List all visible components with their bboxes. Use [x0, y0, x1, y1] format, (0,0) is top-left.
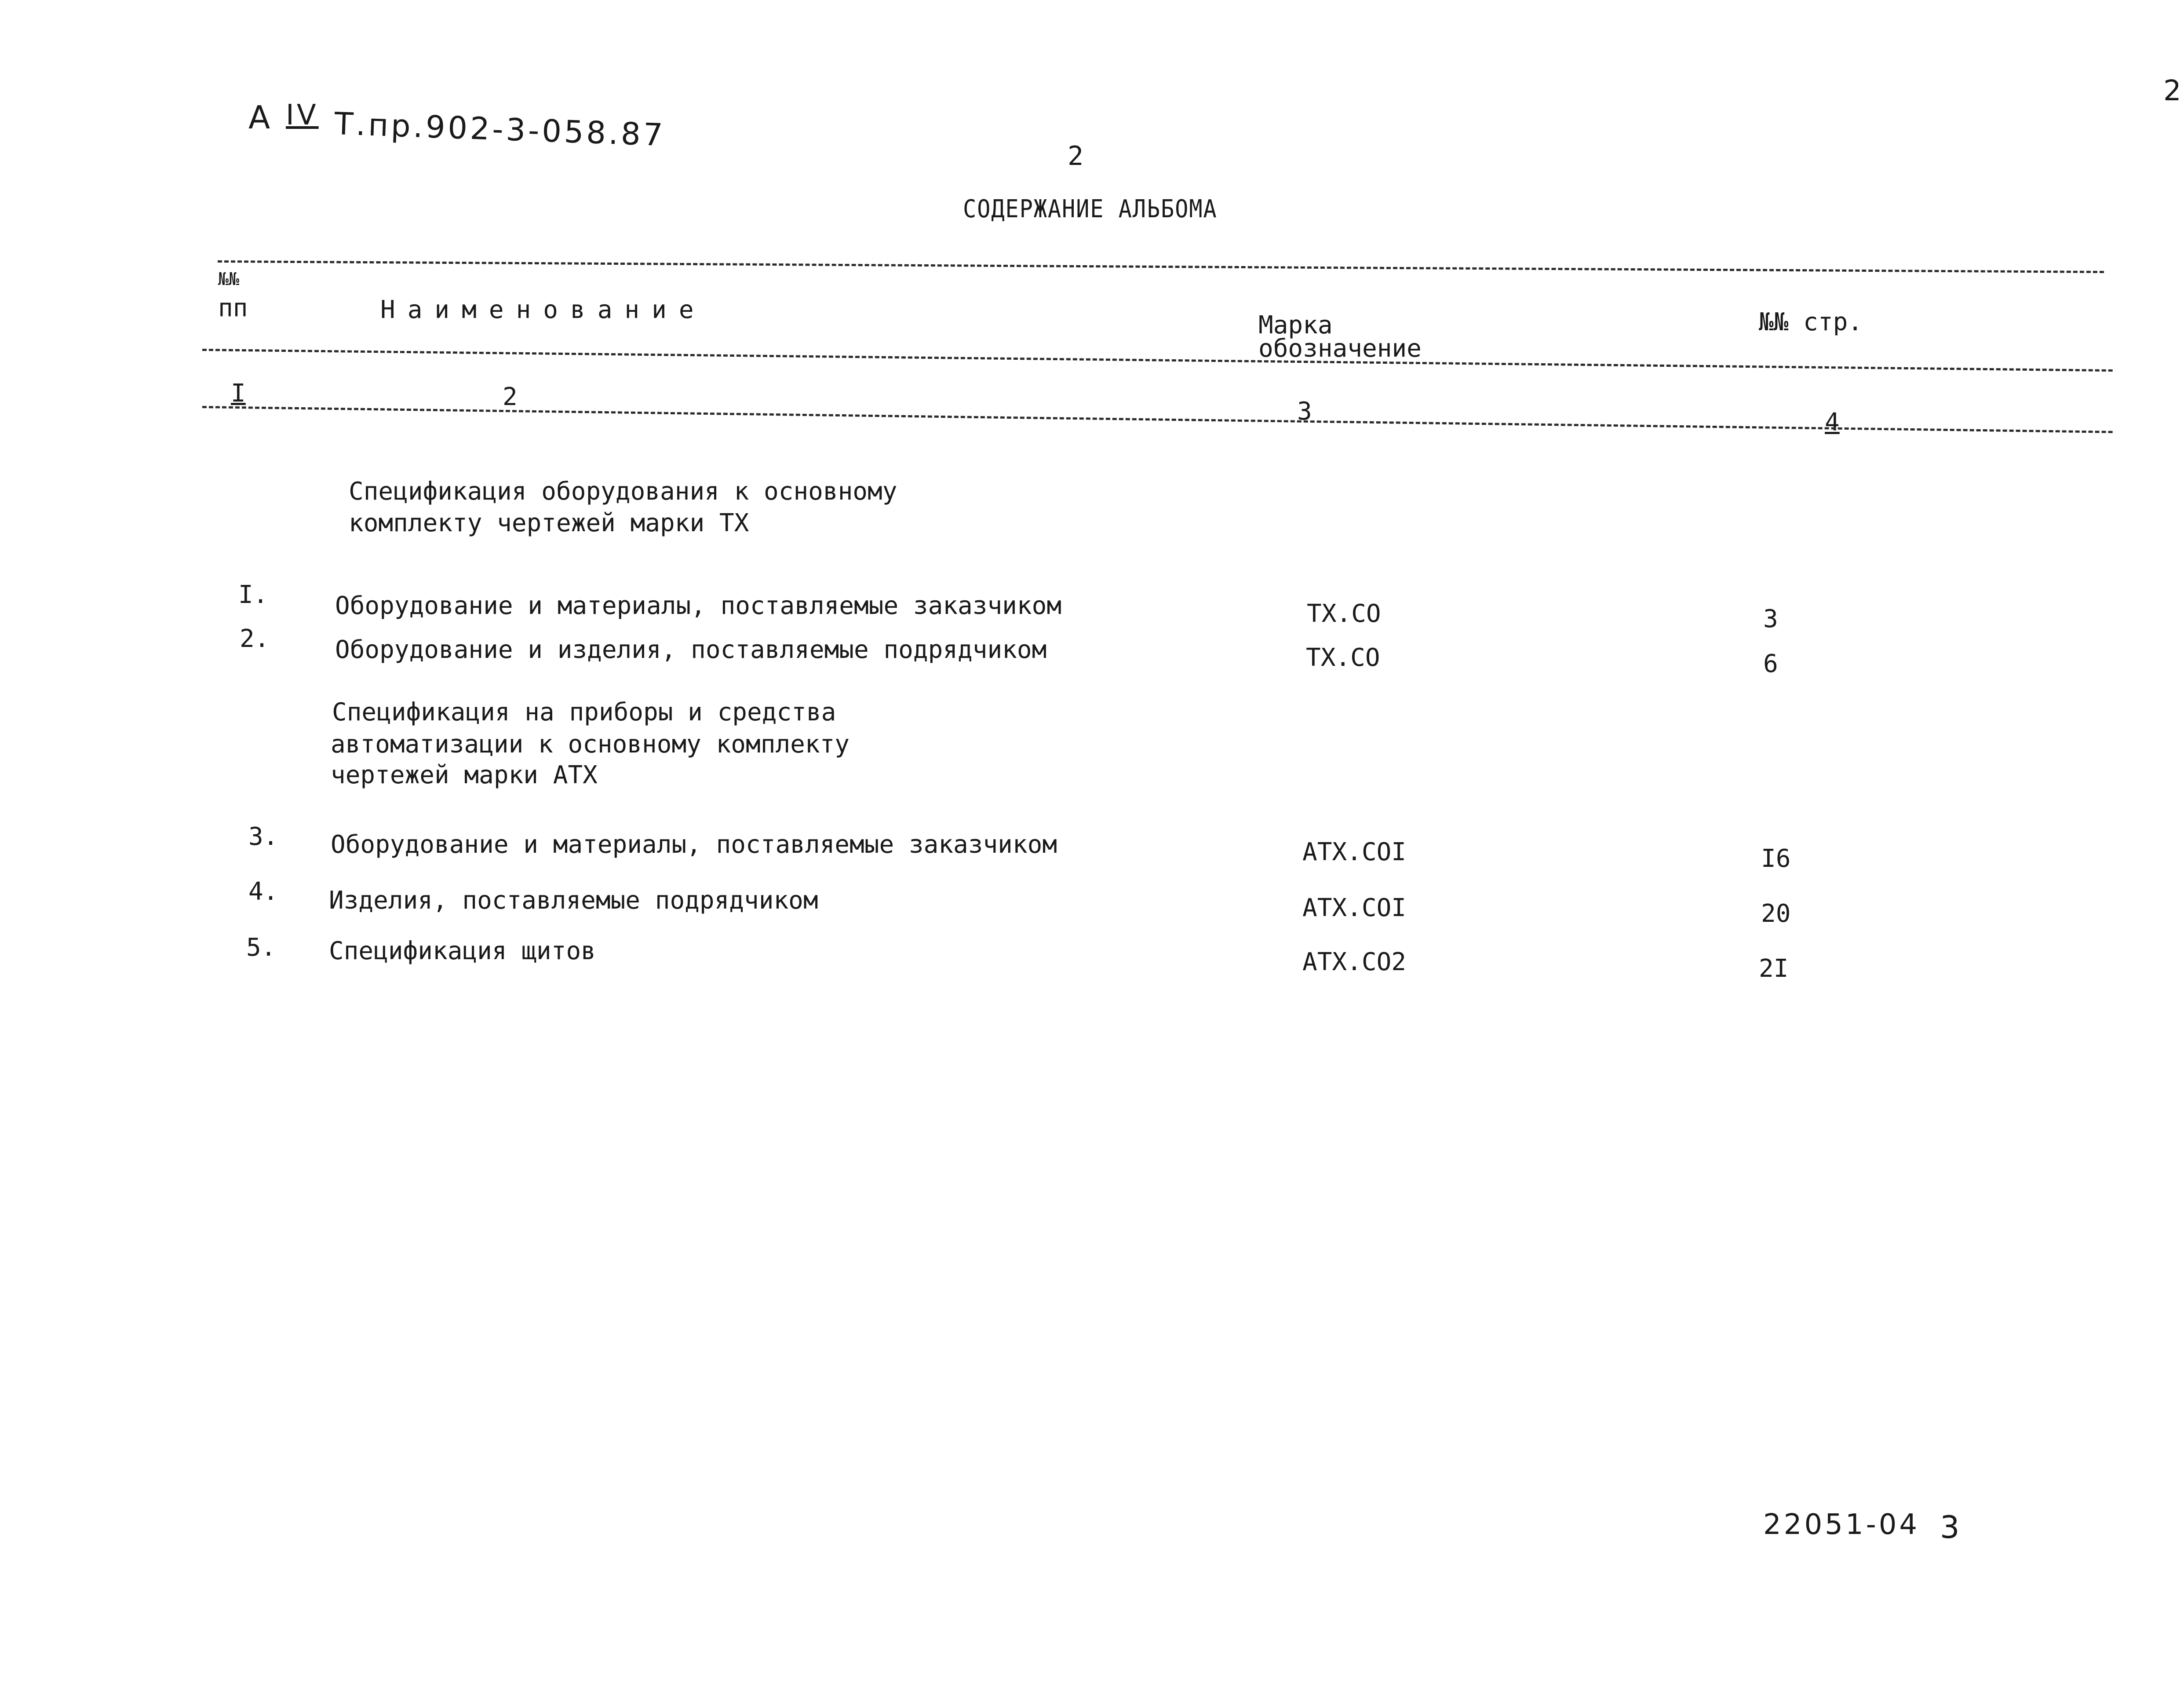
header-top-rule [218, 260, 2104, 273]
corner-page-number: 2 [2163, 75, 2184, 107]
document-code: 22051-04 [1763, 1508, 1920, 1541]
row-mark: АТХ.СОI [1302, 838, 1407, 866]
column-number-3: 3 [1297, 397, 1312, 426]
header-page: №№ стр. [1759, 308, 1863, 336]
section-heading-line: автоматизации к основному комплекту [331, 730, 850, 759]
column-number-2: 2 [503, 383, 518, 411]
row-number: 4. [248, 877, 278, 906]
row-mark: ТХ.СО [1306, 643, 1380, 672]
row-name: Оборудование и материалы, поставляемые заказчиком [335, 592, 1062, 620]
section-heading-line: Спецификация на приборы и средства [332, 698, 836, 727]
section-heading-line: комплекту чертежей марки ТХ [349, 509, 749, 537]
header-num-line2: пп [218, 294, 248, 322]
header-mark-line2: обозначение [1258, 334, 1422, 363]
row-page: 3 [1763, 605, 1778, 633]
row-number: 5. [246, 933, 276, 962]
header-num-line1: №№ [218, 269, 240, 289]
row-page: 6 [1763, 650, 1778, 678]
section-heading-line: Спецификация оборудования к основному [349, 477, 897, 506]
row-page: 2I [1759, 954, 1789, 983]
stamp-project: Т.пр.902-3-058.87 [334, 106, 666, 153]
row-page: 20 [1761, 899, 1791, 928]
page-title: СОДЕРЖАНИЕ АЛЬБОМА [963, 195, 1218, 223]
stamp-volume: IV [286, 99, 319, 131]
row-name: Оборудование и изделия, поставляемые подрядчиком [335, 635, 1047, 664]
row-name: Оборудование и материалы, поставляемые заказчиком [331, 830, 1057, 859]
row-mark: АТХ.СОI [1302, 894, 1407, 922]
row-number: 2. [240, 624, 270, 653]
header-name: Наименование [380, 296, 706, 324]
sheet-number: 3 [1940, 1509, 1962, 1545]
row-number: 3. [248, 822, 278, 851]
column-number-4: 4 [1825, 408, 1840, 437]
section-heading-line: чертежей марки АТХ [331, 761, 598, 789]
row-page: I6 [1761, 844, 1791, 873]
row-number: I. [238, 581, 268, 609]
row-name: Спецификация щитов [329, 937, 596, 965]
stamp-album: А [248, 99, 273, 136]
column-number-1: I [231, 379, 246, 408]
page-number: 2 [1068, 141, 1084, 172]
row-mark: АТХ.СО2 [1302, 948, 1407, 976]
row-mark: ТХ.СО [1307, 599, 1381, 628]
header-mark-line1: Марка [1258, 311, 1333, 340]
row-name: Изделия, поставляемые подрядчиком [329, 886, 818, 915]
header-mid-rule [202, 349, 2113, 372]
